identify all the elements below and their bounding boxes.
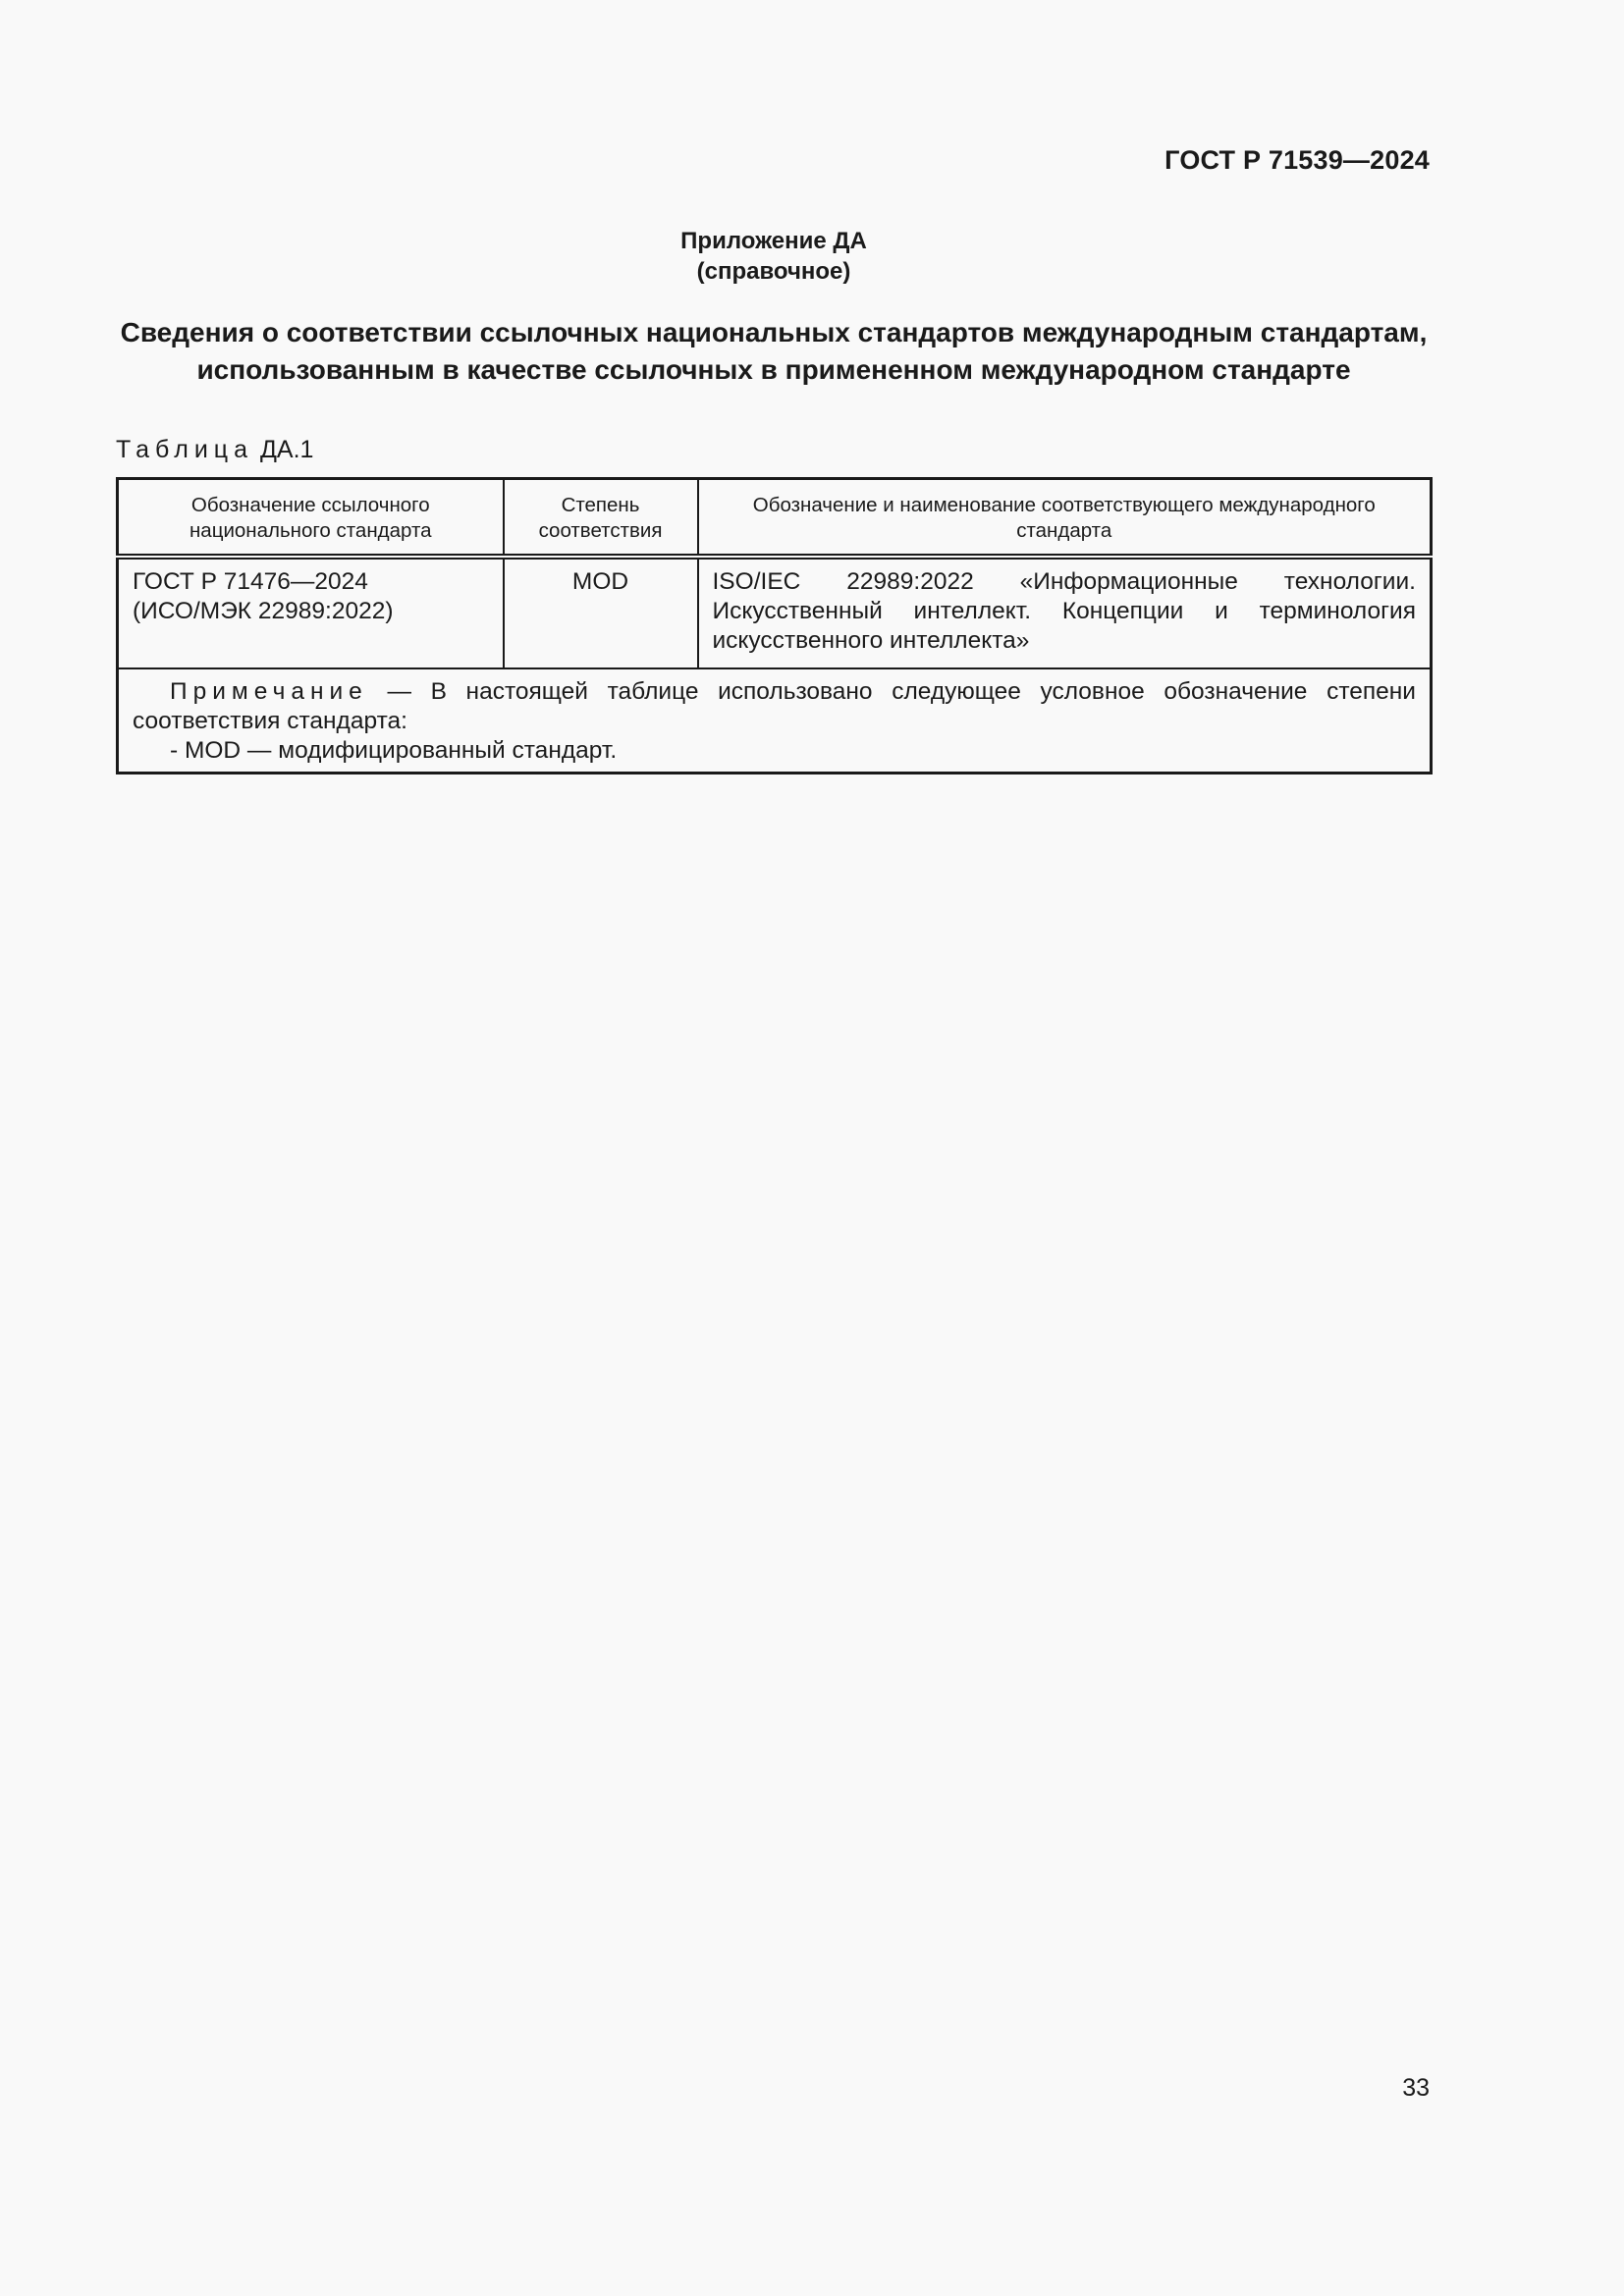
table-container [116, 477, 1433, 774]
table-caption-id: ДА.1 [259, 436, 314, 463]
cell-degree: MOD [504, 557, 698, 668]
section-title [116, 314, 1432, 389]
national-standard-code: ГОСТ Р 71476—2024 [133, 568, 368, 595]
note-item: - MOD — модифицированный стандарт. [170, 737, 618, 764]
cell-international-standard: ISO/IEC 22989:2022 «Информационные технологии. Искусственный интеллект. Концепции и терминология искусственного интеллекта» [698, 557, 1432, 668]
appendix-subtitle: (справочное) [696, 258, 851, 285]
section-title-line-2: использованным в качестве ссылочных в примененном международном стандарте [196, 354, 1351, 385]
table-note [118, 668, 1432, 774]
document-code: ГОСТ Р 71539—2024 [1164, 145, 1430, 175]
appendix-title: Приложение ДА [680, 228, 867, 254]
header-international-standard: Обозначение и наименование соответствующего международного стандарта [698, 479, 1432, 558]
page-number: 33 [1402, 2074, 1430, 2102]
cell-national-standard [118, 557, 504, 668]
national-standard-iso-ref: (ИСО/МЭК 22989:2022) [133, 598, 394, 624]
note-text: — В настоящей таблице использовано следующее условное обозначение степени соответствия стандарта: [133, 678, 1416, 734]
appendix-heading [0, 226, 1547, 287]
table-row [118, 557, 1432, 668]
section-title-line-1: Сведения о соответствии ссылочных национальных стандартов международным стандартам, [120, 317, 1428, 347]
table-caption [116, 436, 313, 464]
header-national-standard: Обозначение ссылочного национального стандарта [118, 479, 504, 558]
table-note-row [118, 668, 1432, 774]
note-paragraph [133, 677, 1416, 736]
note-label: Примечание [170, 678, 368, 705]
table-caption-word: Таблица [116, 436, 254, 463]
table-header-row [118, 479, 1432, 558]
header-degree: Степень соответствия [504, 479, 698, 558]
standards-table [116, 477, 1433, 774]
